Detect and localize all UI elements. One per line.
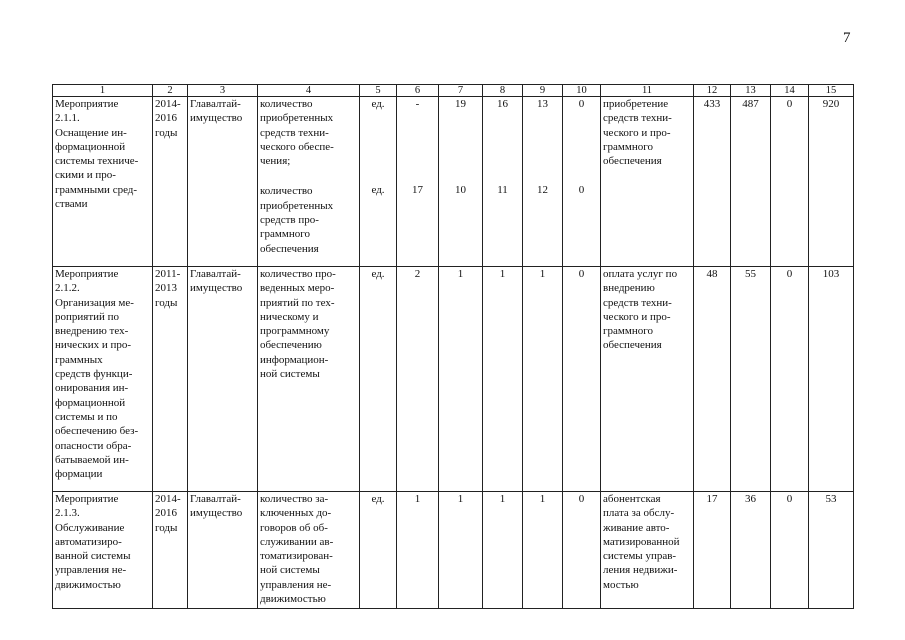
column-number: 10: [563, 85, 601, 97]
indicator-name: количество за- ключенных до- говоров об об- служивании ав- томатизирован- ной системы управления не- движимостью: [258, 492, 360, 609]
indicator-value: 11: [497, 184, 508, 197]
value-cell-8: 1: [483, 492, 523, 609]
indicator-value: 0: [578, 98, 585, 110]
value-cell-6: [397, 97, 439, 267]
years-cell: 2011- 2013 годы: [153, 267, 188, 492]
column-number: 2: [153, 85, 188, 97]
column-number: 12: [694, 85, 731, 97]
activity-cell: Мероприятие 2.1.3. Обслуживание автоматизиро- ванной системы управления не- движимостью: [53, 492, 153, 609]
value-cell-6: 1: [397, 492, 439, 609]
column-number: 8: [483, 85, 523, 97]
value-cell-10: 0: [563, 492, 601, 609]
activity-cell: Мероприятие 2.1.2. Организация ме- роприятий по внедрению тех- нических и про- граммных средств функци- онирования ин- формационной системы и по обеспечению без- опасности обра- батываемой ин- формации: [53, 267, 153, 492]
activity-cell: Мероприятие 2.1.1. Оснащение ин- формационной системы техниче- скими и про- граммными сред- ствами: [53, 97, 153, 267]
indicator-name: количество приобретенных средств техни- ческого обеспе- чения;: [260, 98, 334, 168]
indicator-value: 16: [497, 98, 508, 110]
header-row: [53, 85, 854, 97]
value-cell-14: 0: [771, 267, 809, 492]
indicator-unit: ед.: [371, 184, 385, 197]
value-cell-14: 0: [771, 97, 809, 267]
column-number: 7: [439, 85, 483, 97]
value-cell-15: 103: [809, 267, 854, 492]
page-number: 7: [843, 30, 851, 46]
column-number: 4: [258, 85, 360, 97]
unit-cell: ед.: [360, 267, 397, 492]
program-table: [52, 84, 854, 609]
column-number: 13: [731, 85, 771, 97]
value-cell-8: [483, 97, 523, 267]
column-number: 1: [53, 85, 153, 97]
value-cell-15: 53: [809, 492, 854, 609]
value-cell-8: 1: [483, 267, 523, 492]
indicator-value: 12: [537, 184, 548, 197]
indicator-value: 10: [455, 184, 466, 197]
value-cell-15: 920: [809, 97, 854, 267]
indicator-value: 19: [455, 98, 466, 110]
value-cell-13: 55: [731, 267, 771, 492]
value-cell-7: [439, 97, 483, 267]
indicator-cell: [258, 97, 360, 267]
value-cell-13: 487: [731, 97, 771, 267]
column-number: 6: [397, 85, 439, 97]
years-cell: 2014- 2016 годы: [153, 97, 188, 267]
indicator-value: 13: [537, 98, 548, 110]
value-cell-7: 1: [439, 267, 483, 492]
indicator-value: 0: [578, 184, 585, 197]
value-cell-6: 2: [397, 267, 439, 492]
indicator-name: количество про- веденных меро- приятий по тех- ническому и программному обеспечению информацион- ной системы: [258, 267, 360, 492]
value-cell-9: 1: [523, 267, 563, 492]
executor-cell: Главалтай- имущество: [188, 97, 258, 267]
indicator-value: -: [415, 98, 420, 110]
unit-cell: ед.: [360, 492, 397, 609]
value-cell-10: [563, 97, 601, 267]
description-cell: приобретение средств техни- ческого и про- граммного обеспечения: [601, 97, 694, 267]
column-number: 15: [809, 85, 854, 97]
value-cell-12: 48: [694, 267, 731, 492]
table-row: [53, 492, 854, 609]
indicator-value: 17: [412, 184, 423, 197]
column-number: 3: [188, 85, 258, 97]
indicator-name: количество приобретенных средств про- граммного обеспечения: [260, 185, 334, 255]
value-cell-14: 0: [771, 492, 809, 609]
table-row: [53, 97, 854, 267]
value-cell-12: 433: [694, 97, 731, 267]
column-number: 9: [523, 85, 563, 97]
executor-cell: Главалтай- имущество: [188, 267, 258, 492]
column-number: 5: [360, 85, 397, 97]
indicator-unit: ед.: [371, 98, 385, 110]
value-cell-9: [523, 97, 563, 267]
value-cell-12: 17: [694, 492, 731, 609]
description-cell: абонентская плата за обслу- живание авто- матизированной системы управ- ления недвижи- мостью: [601, 492, 694, 609]
value-cell-7: 1: [439, 492, 483, 609]
value-cell-13: 36: [731, 492, 771, 609]
table-row: [53, 267, 854, 492]
executor-cell: Главалтай- имущество: [188, 492, 258, 609]
unit-cell: [360, 97, 397, 267]
years-cell: 2014- 2016 годы: [153, 492, 188, 609]
description-cell: оплата услуг по внедрению средств техни- ческого и про- граммного обеспечения: [601, 267, 694, 492]
value-cell-9: 1: [523, 492, 563, 609]
value-cell-10: 0: [563, 267, 601, 492]
column-number: 14: [771, 85, 809, 97]
column-number: 11: [601, 85, 694, 97]
